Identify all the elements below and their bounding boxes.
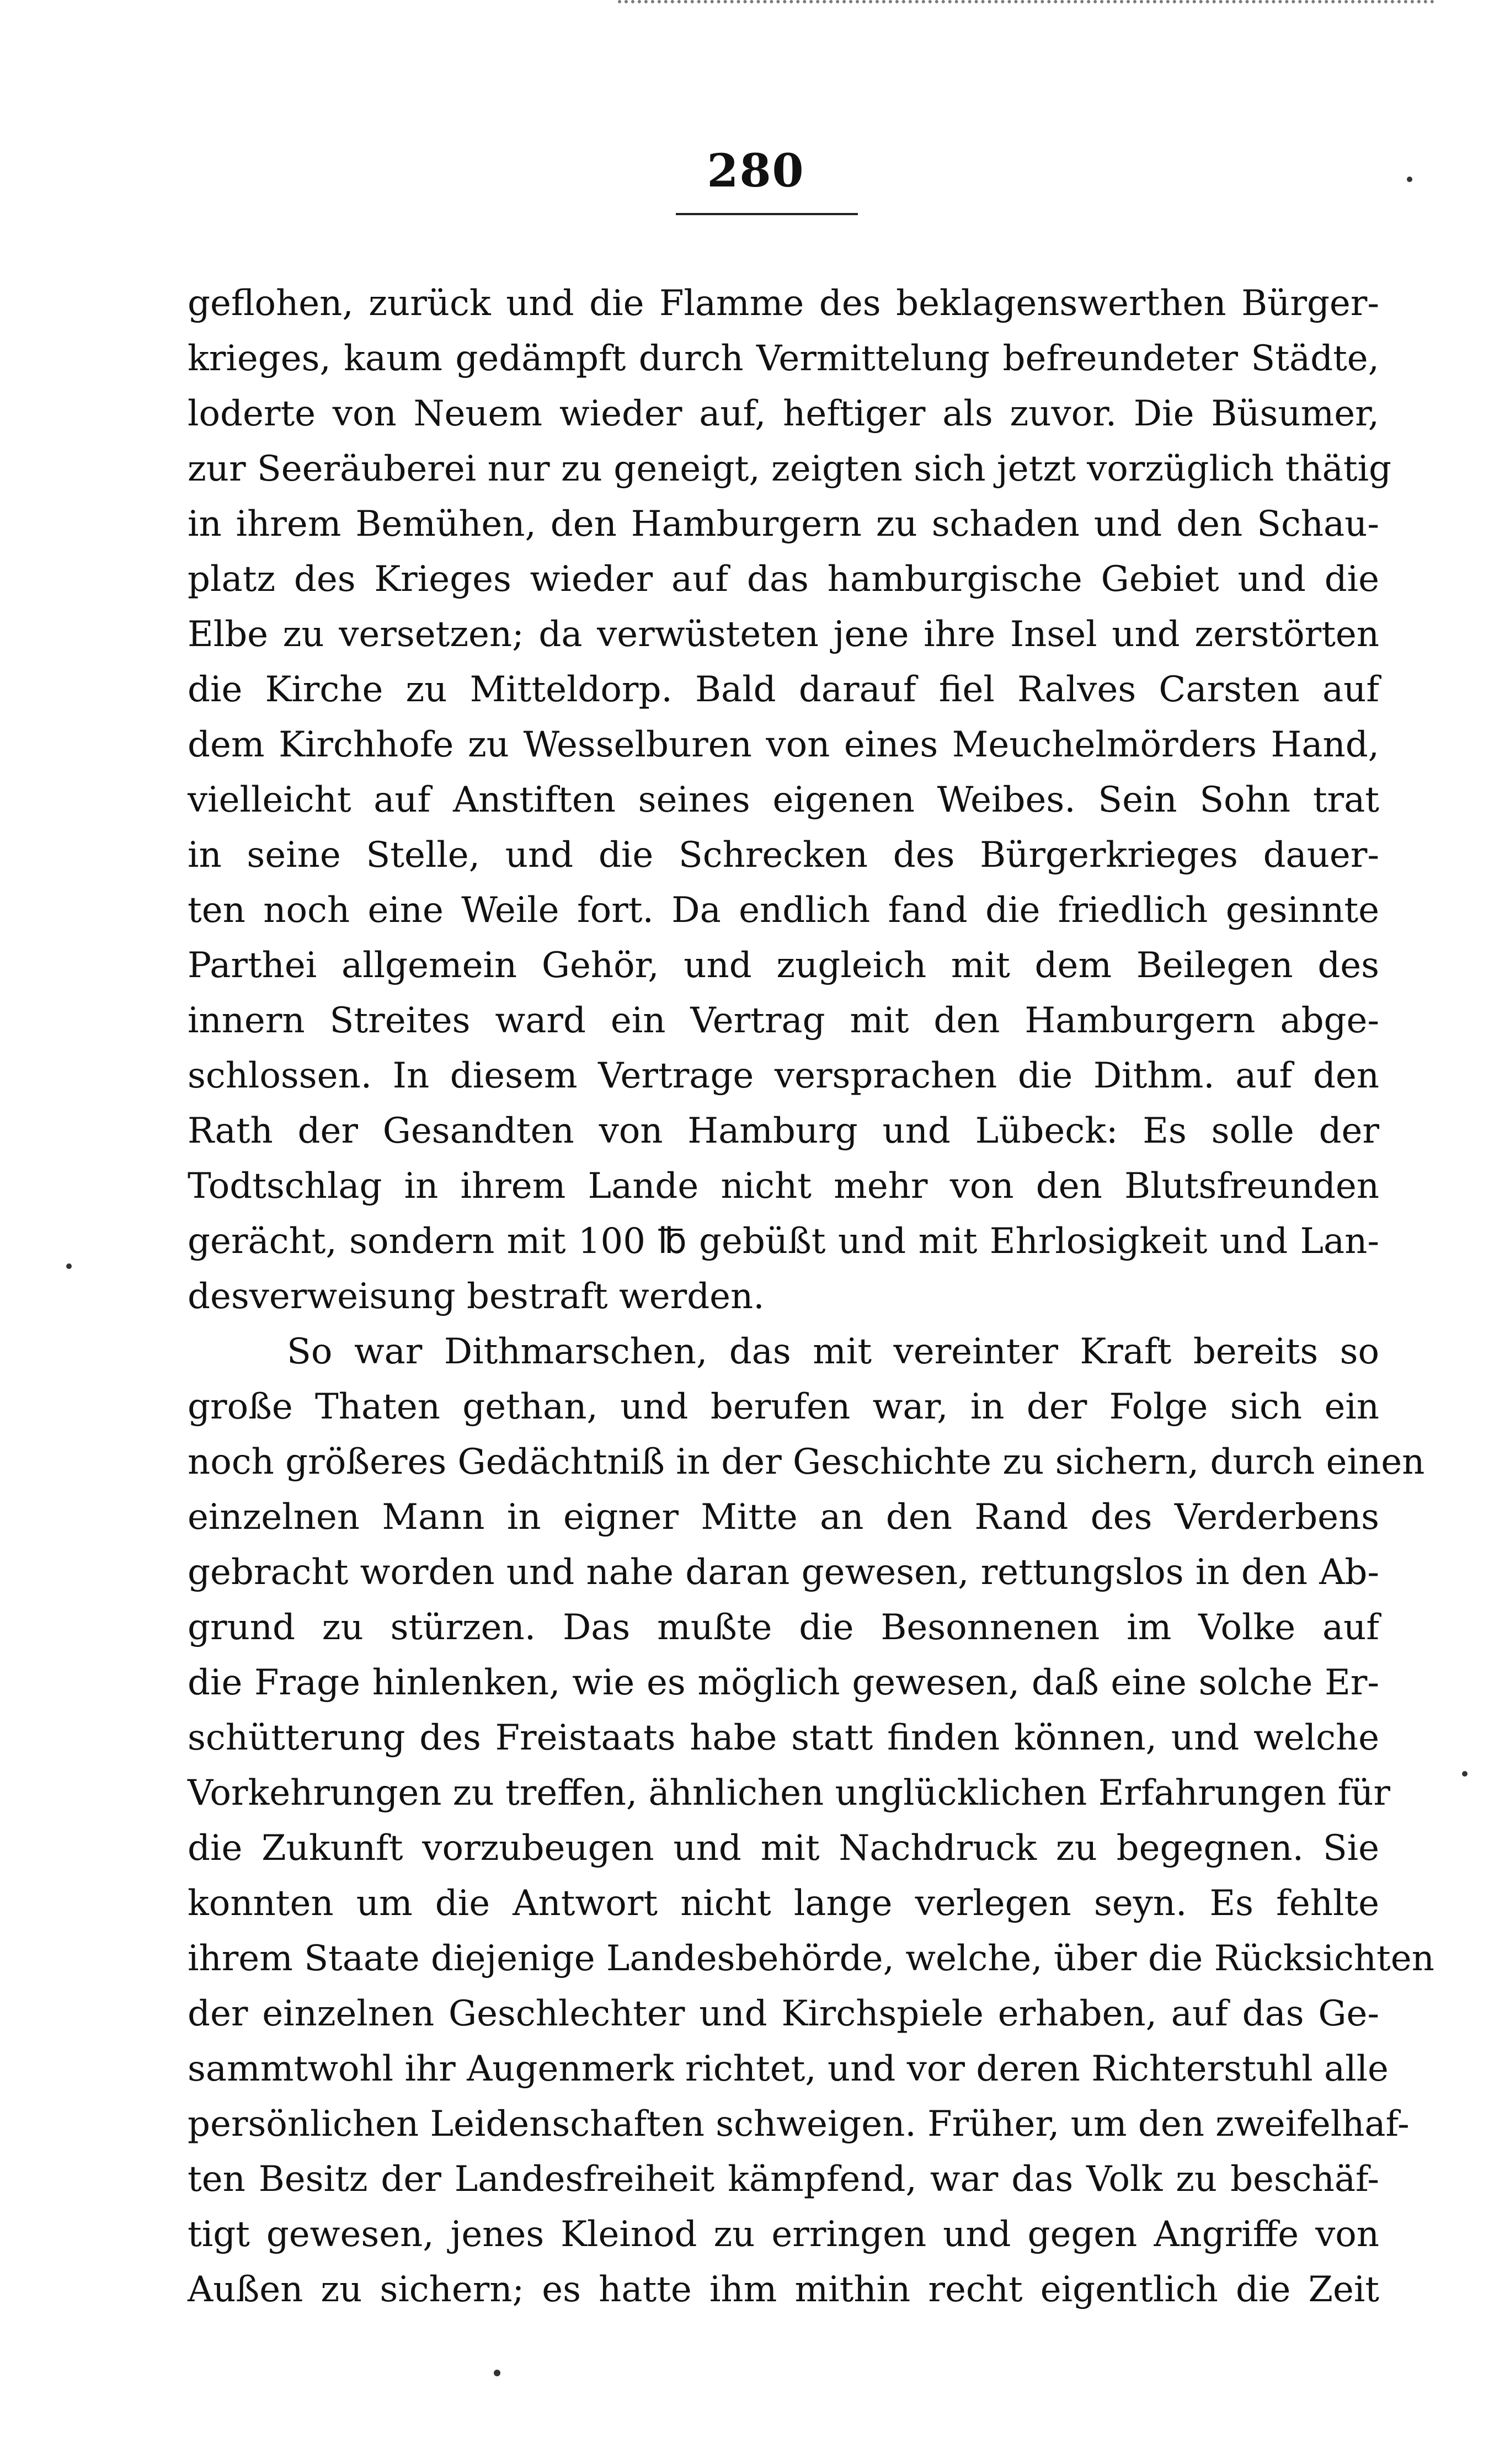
text-line: Elbe zu versetzen; da verwüsteten jene ihre Insel und zerstörten bbox=[188, 614, 1379, 655]
text-line: die Zukunft vorzubeugen und mit Nachdruck zu begegnen. Sie bbox=[188, 1828, 1379, 1869]
text-line: grund zu stürzen. Das mußte die Besonnenen im Volke auf bbox=[188, 1607, 1379, 1648]
print-speck bbox=[494, 2370, 500, 2376]
text-line: die Frage hinlenken, wie es möglich gewesen, daß eine solche Er- bbox=[188, 1662, 1379, 1703]
body-text bbox=[188, 276, 1434, 2317]
text-line: zur Seeräuberei nur zu geneigt, zeigten sich jetzt vorzüglich thätig bbox=[188, 449, 1391, 489]
text-line: schütterung des Freistaats habe statt finden können, und welche bbox=[188, 1718, 1379, 1758]
text-line: Todtschlag in ihrem Lande nicht mehr von den Blutsfreunden bbox=[188, 1166, 1379, 1207]
page-number: 280 bbox=[707, 145, 805, 198]
text-line: So war Dithmarschen, das mit vereinter Kraft bereits so bbox=[287, 1331, 1379, 1372]
text-line: vielleicht auf Anstiften seines eigenen Weibes. Sein Sohn trat bbox=[188, 780, 1379, 820]
text-line: dem Kirchhofe zu Wesselburen von eines Meuchelmörders Hand, bbox=[188, 724, 1379, 765]
text-line: platz des Krieges wieder auf das hamburgische Gebiet und die bbox=[188, 559, 1379, 600]
text-line: gerächt, sondern mit 100 ℔ gebüßt und mit Ehrlosigkeit und Lan- bbox=[188, 1221, 1379, 1262]
header-rule bbox=[676, 213, 858, 215]
text-line: der einzelnen Geschlechter und Kirchspiele erhaben, auf das Ge- bbox=[188, 1993, 1379, 2034]
text-line: ten noch eine Weile fort. Da endlich fand die friedlich gesinnte bbox=[188, 890, 1379, 931]
text-line: loderte von Neuem wieder auf, heftiger als zuvor. Die Büsumer, bbox=[188, 393, 1379, 434]
print-speck bbox=[1462, 1771, 1468, 1777]
text-line: einzelnen Mann in eigner Mitte an den Rand des Verderbens bbox=[188, 1497, 1379, 1538]
text-line: Vorkehrungen zu treffen, ähnlichen unglücklichen Erfahrungen für bbox=[188, 1773, 1390, 1814]
text-line: Rath der Gesandten von Hamburg und Lübeck: Es solle der bbox=[188, 1111, 1379, 1151]
paragraph bbox=[188, 276, 1391, 1324]
text-line: in ihrem Bemühen, den Hamburgern zu schaden und den Schau- bbox=[188, 504, 1379, 545]
paragraph bbox=[188, 1324, 1434, 2317]
print-speck bbox=[1407, 177, 1412, 182]
print-speck bbox=[66, 1263, 72, 1269]
text-line: schlossen. In diesem Vertrage versprachen die Dithm. auf den bbox=[188, 1055, 1379, 1096]
text-line: große Thaten gethan, und berufen war, in der Folge sich ein bbox=[188, 1386, 1379, 1427]
text-line: desverweisung bestraft werden. bbox=[188, 1276, 765, 1317]
text-line: gebracht worden und nahe daran gewesen, rettungslos in den Ab- bbox=[188, 1552, 1379, 1593]
cropped-previous-line bbox=[618, 0, 1434, 11]
text-line: in seine Stelle, und die Schrecken des Bürgerkrieges dauer- bbox=[188, 835, 1379, 876]
text-line: konnten um die Antwort nicht lange verlegen seyn. Es fehlte bbox=[188, 1883, 1379, 1924]
text-line: tigt gewesen, jenes Kleinod zu erringen und gegen Angriffe von bbox=[188, 2214, 1379, 2255]
text-line: Parthei allgemein Gehör, und zugleich mit dem Beilegen des bbox=[188, 945, 1379, 986]
text-line: ten Besitz der Landesfreiheit kämpfend, war das Volk zu beschäf- bbox=[188, 2159, 1379, 2200]
text-line: krieges, kaum gedämpft durch Vermittelung befreundeter Städte, bbox=[188, 338, 1379, 379]
text-line: geflohen, zurück und die Flamme des beklagenswerthen Bürger- bbox=[188, 283, 1379, 324]
text-line: sammtwohl ihr Augenmerk richtet, und vor deren Richterstuhl alle bbox=[188, 2049, 1389, 2089]
text-line: ihrem Staate diejenige Landesbehörde, welche, über die Rücksichten bbox=[188, 1938, 1434, 1979]
text-line: innern Streites ward ein Vertrag mit den Hamburgern abge- bbox=[188, 1000, 1379, 1041]
text-line: die Kirche zu Mitteldorp. Bald darauf fiel Ralves Carsten auf bbox=[188, 669, 1379, 710]
text-line: noch größeres Gedächtniß in der Geschichte zu sichern, durch einen bbox=[188, 1442, 1425, 1482]
text-line: Außen zu sichern; es hatte ihm mithin recht eigentlich die Zeit bbox=[188, 2269, 1379, 2310]
text-line: persönlichen Leidenschaften schweigen. Früher, um den zweifelhaf- bbox=[188, 2104, 1410, 2145]
